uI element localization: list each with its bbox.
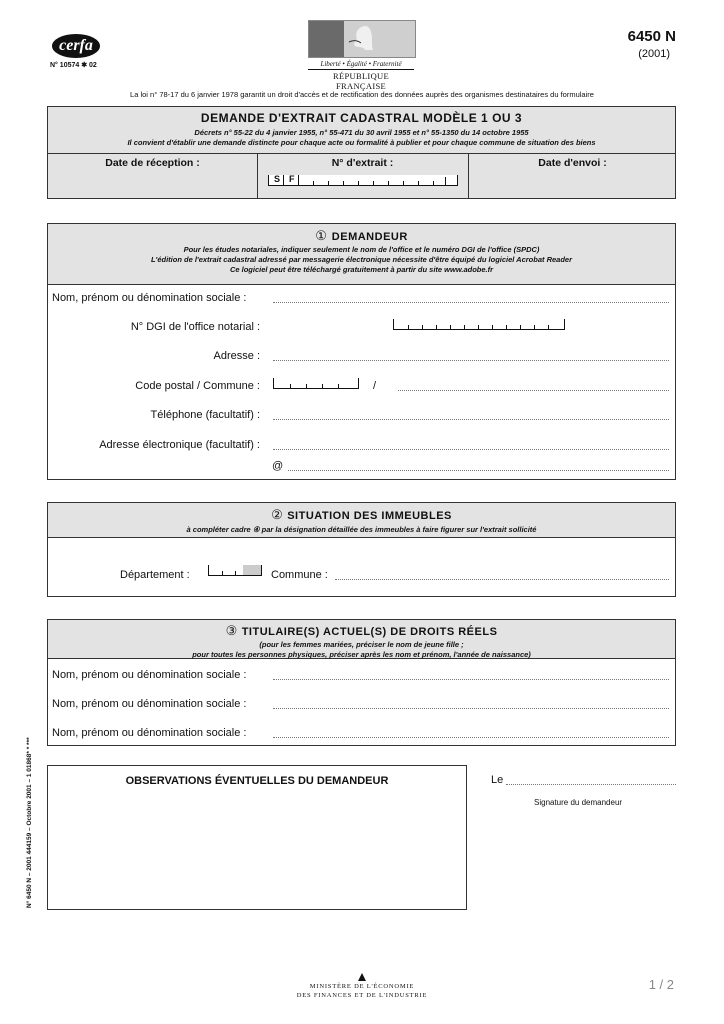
title-box [47,106,676,199]
titulaire-name-field-1[interactable] [273,679,669,680]
titulaires-header [48,620,675,659]
titulaire-name-label-3: Nom, prénom ou dénomination sociale : [52,727,247,739]
department-field[interactable] [208,565,262,576]
signature-label: Signature du demandeur [534,798,623,807]
demandeur-note-2: L'édition de l'extrait cadastral adressé par messagerie électronique nécessite d'être équipé du logiciel Acrobat Reader [150,255,573,264]
titulaire-name-label-1: Nom, prénom ou dénomination sociale : [52,669,247,681]
send-date-field[interactable] [468,169,677,198]
signature-area[interactable] [500,812,676,902]
ministry-emblem-icon [357,973,367,981]
demandeur-note-3: Ce logiciel peut être téléchargé gratuitement à partir du site www.adobe.fr [229,265,494,274]
form-year: (2001) [638,48,670,60]
name-field[interactable] [273,302,669,303]
phone-label: Téléphone (facultatif) : [150,409,260,421]
side-reference-text: N° 6450 N – 2001 444159 – Octobre 2001 – 1 01868* * *** [26,737,33,908]
name-label: Nom, prénom ou dénomination sociale : [52,292,247,304]
cerfa-logo: cerfa [52,34,100,58]
instruction-text: Il convient d'établir une demande distincte pour chaque acte ou formalité à publier et pour chaque commune de situation des biens [127,138,596,147]
situation-commune-field[interactable] [335,579,669,580]
email-label: Adresse électronique (facultatif) : [99,439,260,451]
titulaires-note-2: pour toutes les personnes physiques, préciser après les nom et prénom, l'année de naissance) [192,650,531,659]
observations-title: OBSERVATIONS ÉVENTUELLES DU DEMANDEUR [125,775,389,787]
republic-motto: Liberté • Égalité • Fraternité [320,60,402,68]
reception-date-field[interactable] [48,169,257,198]
dgi-label: N° DGI de l'office notarial : [130,321,260,333]
section-number-2: ② [271,507,283,522]
address-field[interactable] [273,360,669,361]
at-sign: @ [272,460,284,472]
titulaire-name-label-2: Nom, prénom ou dénomination sociale : [52,698,247,710]
postal-label: Code postal / Commune : [135,380,260,392]
reception-date-label: Date de réception : [105,157,200,169]
observations-box[interactable] [47,765,467,910]
section-number-3: ③ [225,623,238,638]
law-note: La loi n° 78-17 du 6 janvier 1978 garantit un droit d'accès et de rectification des données auprès des organismes destinataires du formulaire [130,90,594,99]
extract-number-label: N° d'extrait : [331,157,394,169]
address-label: Adresse : [213,350,260,362]
form-code: 6450 N [627,28,676,45]
marianne-icon [308,20,416,58]
form-title: DEMANDE D'EXTRAIT CADASTRAL MODÈLE 1 OU 3 [200,111,523,125]
cerfa-number: N° 10574 ✱ 02 [50,62,97,69]
situation-note-after: par la désignation détaillée des immeubles à faire figurer sur l'extrait sollicité [261,525,537,534]
send-date-label: Date d'envoi : [538,157,607,169]
situation-title: SITUATION DES IMMEUBLES [287,510,452,522]
date-le-field[interactable] [506,784,676,785]
titulaires-note-1: (pour les femmes mariées, préciser le nom de jeune fille ; [259,640,464,649]
situation-header [48,503,675,538]
demandeur-note-1: Pour les études notariales, indiquer seulement le nom de l'office et le numéro DGI de l'office (SPDC) [183,245,540,254]
extract-number-field[interactable] [268,175,458,186]
republic-name: RÉPUBLIQUE FRANÇAISE [308,69,414,91]
phone-field[interactable] [273,419,669,420]
situation-commune-label: Commune : [271,569,328,581]
page-number: 1 / 2 [648,977,674,992]
postal-separator: / [373,380,377,392]
titulaires-section [47,619,676,746]
situation-section [47,502,676,597]
email-field[interactable] [273,449,669,450]
situation-note-before: à compléter cadre [186,525,251,534]
ministry-line-2: DES FINANCES ET DE L'INDUSTRIE [296,992,428,999]
department-label: Département : [120,569,190,581]
email-domain-field[interactable] [288,470,669,471]
extract-prefix-s: S [274,174,281,184]
date-le-label: Le [491,774,504,786]
ministry-line-1: MINISTÈRE DE L'ÉCONOMIE [309,983,415,990]
titulaire-name-field-2[interactable] [273,708,669,709]
demandeur-title: DEMANDEUR [331,231,408,243]
titulaires-title: TITULAIRE(S) ACTUEL(S) DE DROITS RÉELS [241,626,498,638]
dgi-field[interactable] [393,319,565,330]
titulaire-name-field-3[interactable] [273,737,669,738]
demandeur-section [47,223,676,480]
postal-code-field[interactable] [273,378,359,389]
commune-field[interactable] [398,390,669,391]
situation-note-circle: ④ [252,525,260,534]
extract-prefix-f: F [289,174,295,184]
section-number-1: ① [315,228,328,243]
decrees-text: Décrets n° 55-22 du 4 janvier 1955, n° 55-471 du 30 avril 1955 et n° 55-1350 du 14 octobre 1955 [194,128,529,137]
ministry-footer [290,973,434,1000]
republic-logo [308,20,414,91]
demandeur-header [48,224,675,285]
